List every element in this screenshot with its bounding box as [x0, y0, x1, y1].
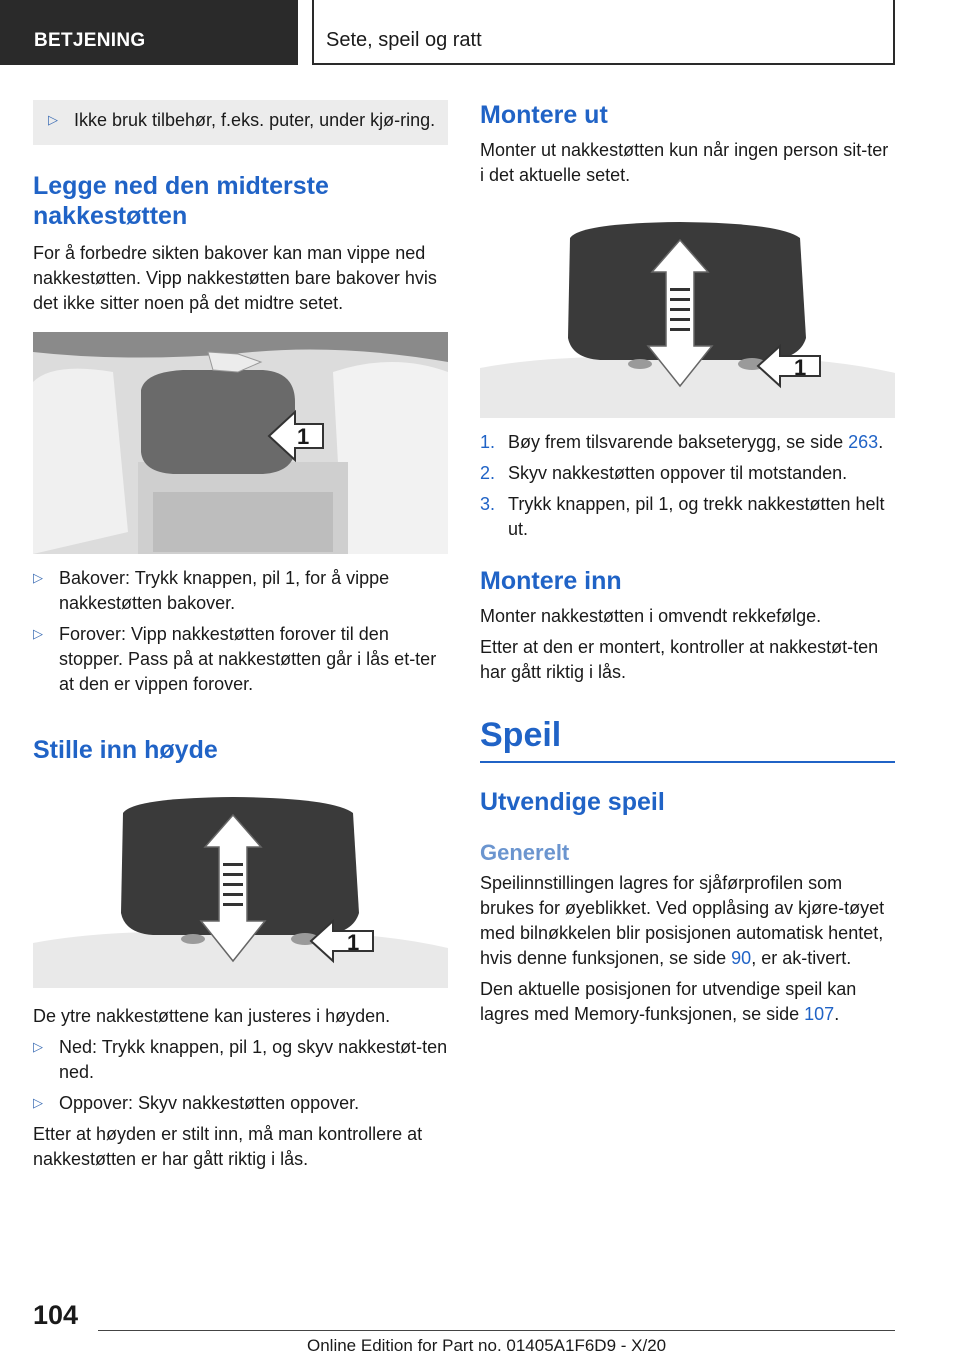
- triangle-bullet-icon: ▷: [33, 1039, 43, 1054]
- list-item: [33, 566, 448, 616]
- step-number: 1.: [480, 432, 496, 452]
- footer-edition: Online Edition for Part no. 01405A1F6D9 - X/20: [307, 1336, 667, 1355]
- list-item: [480, 492, 895, 542]
- paragraph-after-adjust: Etter at høyden er stilt inn, må man kontrollere at nakkestøtten er har gått riktig i lås.: [33, 1124, 423, 1169]
- fold-bullet-forward: Forover: Vipp nakkestøtten forover til den stopper. Pass på at nakkestøtten går i lås et-ter at den er vippen forover.: [59, 624, 437, 694]
- list-item: [480, 461, 895, 486]
- heading-fold-headrest: Legge ned den midterste nakkestøtten: [33, 172, 329, 230]
- page-number: 104: [33, 1300, 79, 1330]
- page-link-90[interactable]: 90: [731, 948, 752, 968]
- figure-remove-headrest: [480, 218, 895, 418]
- list-item: [33, 1035, 448, 1085]
- paragraph-memory: Den aktuelle posisjonen for utvendige speil kan lagres med Memory-funksjonen, se side 107.: [480, 979, 857, 1024]
- figure-middle-headrest: [33, 332, 448, 554]
- heading-adjust-height: Stille inn høyde: [33, 736, 218, 764]
- step-number: 2.: [480, 463, 496, 483]
- fold-bullet-back: Bakover: Trykk knappen, pil 1, for å vippe nakkestøtten bakover.: [59, 568, 390, 613]
- figure-headrest-height: [33, 793, 448, 988]
- header-section-tab: [0, 0, 298, 65]
- figure-callout-1: 1: [297, 424, 310, 449]
- note-box: [33, 100, 448, 145]
- step-1-text: Bøy frem tilsvarende bakseterygg, se side 263.: [508, 432, 884, 452]
- figure-callout-1: 1: [794, 355, 807, 380]
- triangle-bullet-icon: ▷: [48, 112, 58, 127]
- note-text: Ikke bruk tilbehør, f.eks. puter, under kjø-ring.: [74, 110, 436, 130]
- heading-remove: Montere ut: [480, 101, 608, 129]
- header-chapter: Sete, speil og ratt: [326, 29, 482, 51]
- list-item: [33, 1091, 448, 1116]
- triangle-bullet-icon: ▷: [33, 570, 43, 585]
- step-2-text: Skyv nakkestøtten oppover til motstanden.: [508, 463, 848, 483]
- header-section: BETJENING: [34, 30, 146, 51]
- triangle-bullet-icon: ▷: [33, 1095, 43, 1110]
- left-column: [33, 100, 448, 1172]
- triangle-bullet-icon: ▷: [33, 626, 43, 641]
- paragraph-height: De ytre nakkestøttene kan justeres i høyden.: [33, 1006, 391, 1026]
- right-column: [480, 100, 895, 1027]
- paragraph-install-1: Monter nakkestøtten i omvendt rekkefølge.: [480, 606, 822, 626]
- height-bullet-down: Ned: Trykk knappen, pil 1, og skyv nakkestøt-ten ned.: [59, 1037, 448, 1082]
- section-divider: [480, 761, 895, 763]
- figure-callout-1: 1: [347, 930, 360, 955]
- list-item: [33, 622, 448, 697]
- page-link-263[interactable]: 263: [848, 432, 879, 452]
- heading-outside-mirror: Utvendige speil: [480, 788, 665, 816]
- paragraph-general: Speilinnstillingen lagres for sjåførprofilen som brukes for øyeblikket. Ved opplåsing av kjøre-tøyet med bilnøkkelen blir posisjonen automatisk hentet, hvis denne funksjonen, se side 90, er ak-tivert.: [480, 873, 885, 968]
- heading-install: Montere inn: [480, 567, 622, 595]
- page-link-107[interactable]: 107: [804, 1004, 835, 1024]
- height-bullet-up: Oppover: Skyv nakkestøtten oppover.: [59, 1093, 360, 1113]
- list-item: [480, 430, 895, 455]
- header-chapter-box: [312, 0, 895, 65]
- footer-rule: [98, 1330, 895, 1331]
- paragraph-install-2: Etter at den er montert, kontroller at nakkestøt-ten har gått riktig i lås.: [480, 637, 879, 682]
- step-number: 3.: [480, 494, 496, 514]
- paragraph-fold: For å forbedre sikten bakover kan man vippe ned nakkestøtten. Vipp nakkestøtten bare bakover hvis det ikke sitter noen på det midtre setet.: [33, 243, 437, 313]
- paragraph-remove: Monter ut nakkestøtten kun når ingen person sit-ter i det aktuelle setet.: [480, 140, 889, 185]
- heading-mirror: Speil: [480, 716, 562, 754]
- heading-general: Generelt: [480, 840, 570, 865]
- step-3-text: Trykk knappen, pil 1, og trekk nakkestøtten helt ut.: [508, 494, 885, 539]
